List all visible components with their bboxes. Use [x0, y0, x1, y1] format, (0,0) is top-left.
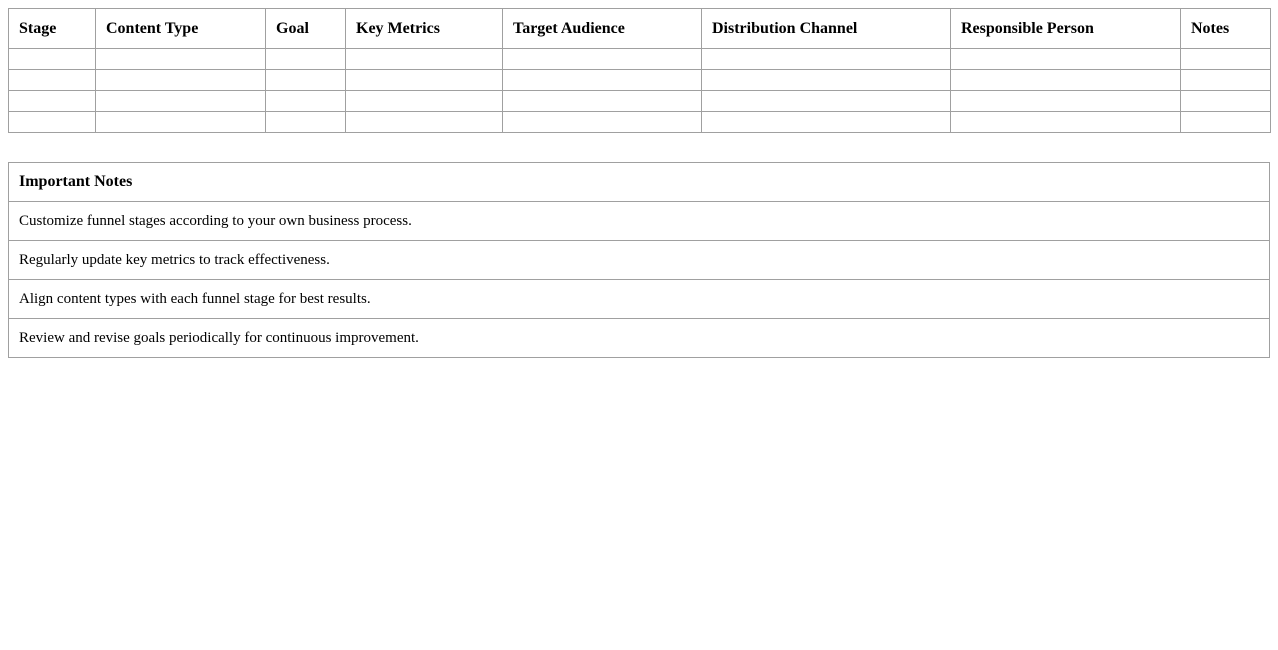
table-cell[interactable] [346, 91, 503, 112]
table-cell[interactable] [346, 49, 503, 70]
table-cell[interactable] [951, 70, 1181, 91]
table-cell[interactable] [96, 112, 266, 133]
table-cell[interactable] [96, 91, 266, 112]
table-cell[interactable] [96, 70, 266, 91]
notes-header-row [9, 163, 1270, 202]
table-cell[interactable] [702, 112, 951, 133]
table-cell[interactable] [96, 49, 266, 70]
table-cell[interactable] [1181, 112, 1271, 133]
table-row [9, 70, 1271, 91]
table-cell[interactable] [9, 70, 96, 91]
note-item: Regularly update key metrics to track effectiveness. [9, 241, 1270, 280]
table-cell[interactable] [951, 91, 1181, 112]
content-funnel-table [8, 8, 1271, 133]
note-item: Align content types with each funnel stage for best results. [9, 280, 1270, 319]
column-header-target-audience: Target Audience [503, 9, 702, 49]
notes-row [9, 319, 1270, 358]
table-cell[interactable] [702, 49, 951, 70]
table-cell[interactable] [1181, 91, 1271, 112]
table-cell[interactable] [503, 112, 702, 133]
table-cell[interactable] [266, 91, 346, 112]
table-row [9, 112, 1271, 133]
column-header-goal: Goal [266, 9, 346, 49]
table-cell[interactable] [503, 91, 702, 112]
table-cell[interactable] [1181, 49, 1271, 70]
notes-row [9, 202, 1270, 241]
table-header-row [9, 9, 1271, 49]
table-cell[interactable] [9, 91, 96, 112]
table-cell[interactable] [266, 112, 346, 133]
column-header-responsible-person: Responsible Person [951, 9, 1181, 49]
table-row [9, 49, 1271, 70]
table-cell[interactable] [346, 70, 503, 91]
column-header-stage: Stage [9, 9, 96, 49]
table-cell[interactable] [266, 70, 346, 91]
important-notes-table [8, 162, 1270, 358]
notes-title: Important Notes [9, 163, 1270, 202]
table-cell[interactable] [503, 49, 702, 70]
table-cell[interactable] [346, 112, 503, 133]
table-cell[interactable] [9, 112, 96, 133]
table-cell[interactable] [503, 70, 702, 91]
table-cell[interactable] [702, 70, 951, 91]
note-item: Customize funnel stages according to your own business process. [9, 202, 1270, 241]
column-header-distribution-channel: Distribution Channel [702, 9, 951, 49]
column-header-key-metrics: Key Metrics [346, 9, 503, 49]
notes-row [9, 241, 1270, 280]
table-cell[interactable] [702, 91, 951, 112]
table-cell[interactable] [9, 49, 96, 70]
column-header-notes: Notes [1181, 9, 1271, 49]
table-cell[interactable] [951, 112, 1181, 133]
table-cell[interactable] [951, 49, 1181, 70]
notes-row [9, 280, 1270, 319]
table-cell[interactable] [1181, 70, 1271, 91]
column-header-content-type: Content Type [96, 9, 266, 49]
table-row [9, 91, 1271, 112]
table-cell[interactable] [266, 49, 346, 70]
note-item: Review and revise goals periodically for continuous improvement. [9, 319, 1270, 358]
